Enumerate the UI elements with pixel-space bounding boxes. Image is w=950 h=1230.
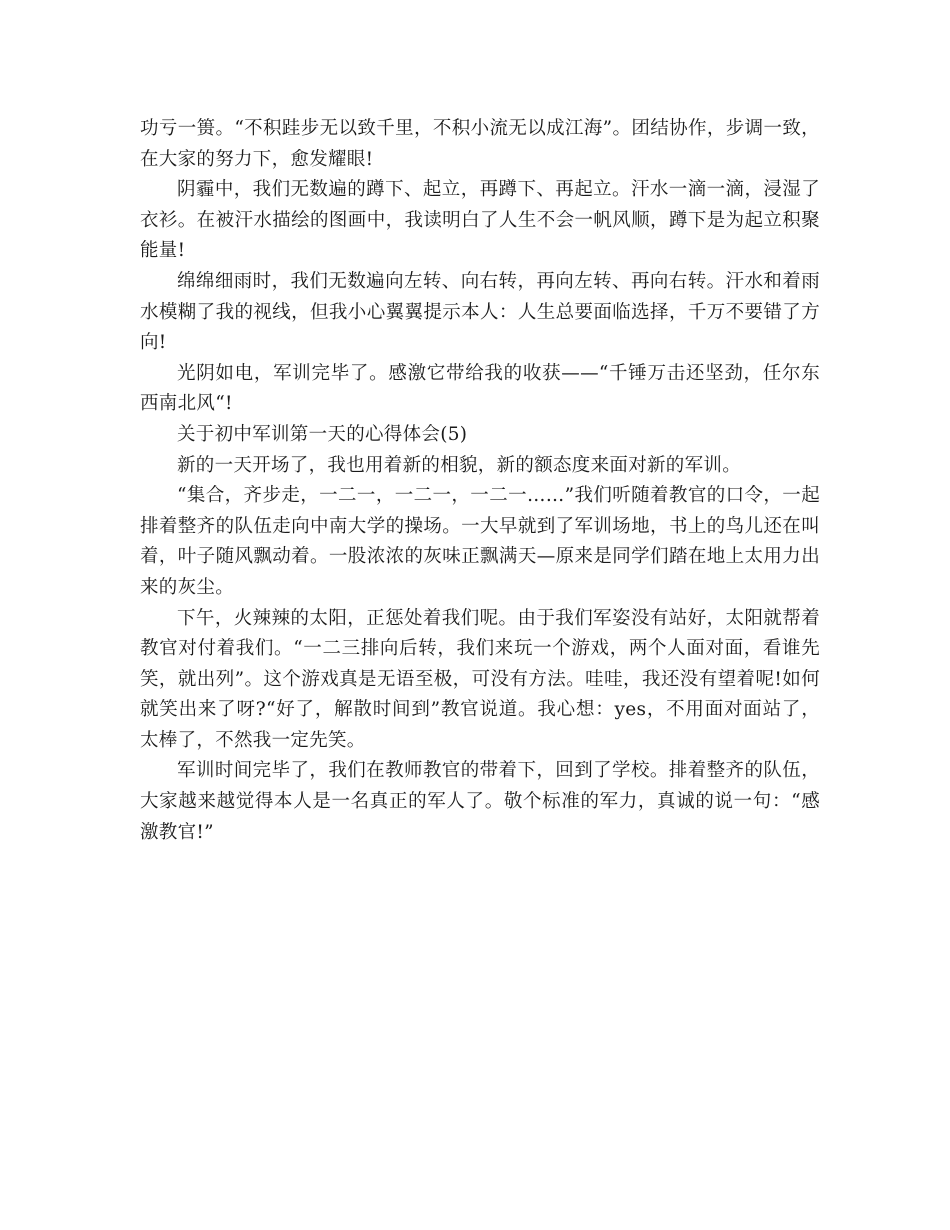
paragraph-7: 下午，火辣辣的太阳，正惩处着我们呢。由于我们军姿没有站好，太阳就帮着教官对付着我们。“一二三排向后转，我们来玩一个游戏，两个人面对面，看谁先笑，就出列”。这个游戏真是无语至极，可没有方法。哇哇，我还没有望着呢!如何就笑出来了呀?“好了，解散时间到”教官说道。我心想：yes，不用面对面站了，太棒了，不然我一定先笑。	[140, 607, 820, 751]
paragraph-8: 军训时间完毕了，我们在教师教官的带着下，回到了学校。排着整齐的队伍，大家越来越觉得本人是一名真正的军人了。敬个标准的军力，真诚的说一句：“感激教官!”	[140, 760, 820, 843]
paragraph-2: 阴霾中，我们无数遍的蹲下、起立，再蹲下、再起立。汗水一滴一滴，浸湿了衣衫。在被汗水描绘的图画中，我读明白了人生不会一帆风顺，蹲下是为起立积聚能量!	[140, 179, 820, 262]
paragraph-3: 绵绵细雨时，我们无数遍向左转、向右转，再向左转、再向右转。汗水和着雨水模糊了我的视线，但我小心翼翼提示本人：人生总要面临选择，千万不要错了方向!	[140, 270, 820, 354]
paragraph-5: 新的一天开场了，我也用着新的相貌，新的额态度来面对新的军训。	[177, 454, 742, 476]
section-heading: 关于初中军训第一天的心得体会(5)	[177, 423, 468, 445]
paragraph-4: 光阴如电，军训完毕了。感激它带给我的收获——“千锤万击还坚劲，任尔东西南北风“!	[140, 362, 820, 415]
paragraph-6: “集合，齐步走，一二一，一二一，一二一……”我们听随着教官的口令，一起排着整齐的队伍走向中南大学的操场。一大早就到了军训场地，书上的鸟儿还在叫着，叶子随风飘动着。一股浓浓的灰味正飘满天—原来是同学们踏在地上太用力出来的灰尘。	[140, 485, 820, 598]
paragraph-1: 功亏一篑。“不积跬步无以致千里，不积小流无以成江海”。团结协作，步调一致，在大家的努力下，愈发耀眼!	[140, 118, 820, 170]
document-body	[140, 114, 820, 848]
